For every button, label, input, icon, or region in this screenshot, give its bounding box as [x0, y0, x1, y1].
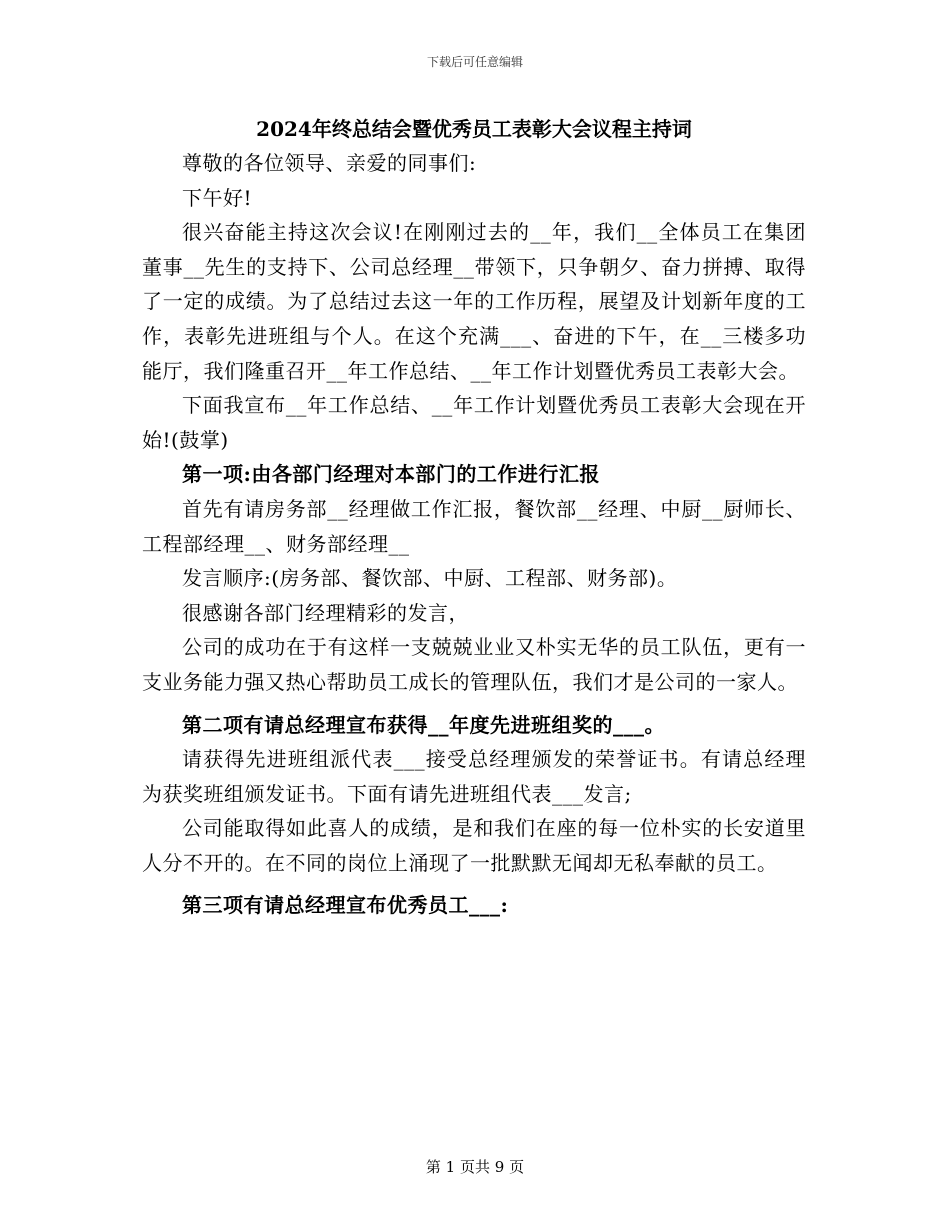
paragraph-team: 公司的成功在于有这样一支兢兢业业又朴实无华的员工队伍，更有一支业务能力强又热心帮助员工成长的管理队伍，我们才是公司的一家人。	[142, 635, 806, 694]
section-heading-3: 第三项有请总经理宣布优秀员工___:	[182, 893, 509, 918]
paragraph-announcement: 下面我宣布__年工作总结、__年工作计划暨优秀员工表彰大会现在开始!(鼓掌)	[142, 393, 806, 452]
paragraph-achievement: 公司能取得如此喜人的成绩，是和我们在座的每一位朴实的长安道里人分不开的。在不同的岗位上涌现了一批默默无闻却无私奉献的员工。	[142, 816, 806, 875]
section-heading-1: 第一项:由各部门经理对本部门的工作进行汇报	[182, 462, 600, 487]
paragraph-thanks: 很感谢各部门经理精彩的发言，	[182, 600, 469, 625]
section-heading-2: 第二项有请总经理宣布获得__年度先进班组奖的___。	[182, 712, 665, 737]
paragraph-award-team: 请获得先进班组派代表___接受总经理颁发的荣誉证书。有请总经理为获奖班组颁发证书。下面有请先进班组代表___发言;	[142, 747, 806, 806]
paragraph-speaking-order: 发言顺序:(房务部、餐饮部、中厨、工程部、财务部)。	[182, 566, 678, 591]
paragraph-opening: 很兴奋能主持这次会议!在刚刚过去的__年，我们__全体员工在集团董事__先生的支持下、公司总经理__带领下，只争朝夕、奋力拼搏、取得了一定的成绩。为了总结过去这一年的工作历程，展望及计划新年度的工作，表彰先进班组与个人。在这个充满___、奋进的下午，在__三楼多功能厅，我们隆重召开__年工作总结、__年工作计划暨优秀员工表彰大会。	[142, 220, 806, 383]
document-body	[142, 112, 806, 923]
page-header-note: 下载后可任意编辑	[426, 55, 523, 69]
paragraph-greeting: 尊敬的各位领导、亲爱的同事们:	[182, 151, 477, 175]
page-footer: 第 1 页共 9 页	[425, 1158, 525, 1176]
paragraph-good-afternoon: 下午好!	[182, 185, 253, 210]
paragraph-reports: 首先有请房务部__经理做工作汇报，餐饮部__经理、中厨__厨师长、工程部经理__、财务部经理__	[142, 496, 806, 556]
document-title: 2024年终总结会暨优秀员工表彰大会议程主持词	[256, 117, 692, 141]
